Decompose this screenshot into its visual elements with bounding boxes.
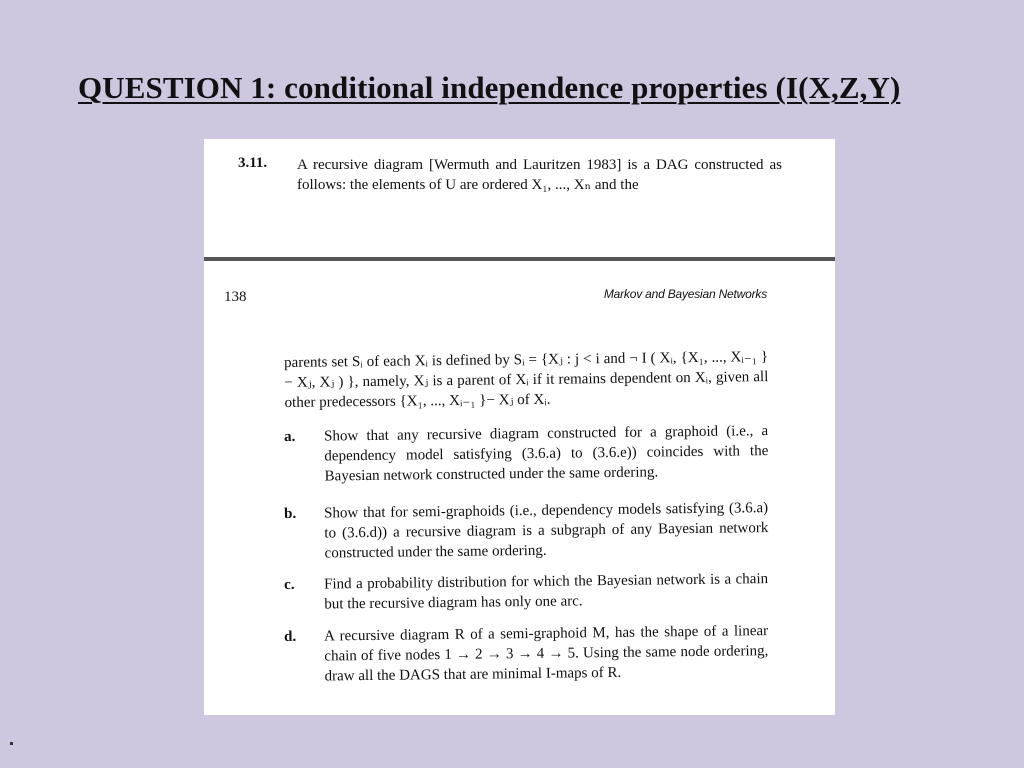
running-head: Markov and Bayesian Networks [603, 287, 767, 301]
item-letter: d. [284, 628, 297, 645]
exercise-intro: A recursive diagram [Wermuth and Lauritzen 1983] is a DAG constructed as follows: the elements of U are ordered X₁, ..., Xₙ and the [297, 157, 782, 193]
exercise-item-b [284, 498, 769, 562]
exercise-item-d [284, 621, 769, 685]
exercise-body-text: parents set Sᵢ of each Xᵢ is defined by Sᵢ = {Xⱼ : j < i and ¬ I ( Xᵢ, {X₁, ..., Xᵢ₋₁ }− Xⱼ, Xⱼ ) }, namely, Xⱼ is a parent of Xᵢ if it remains dependent on Xᵢ, given all other predecessors {X₁, ..., Xᵢ₋₁ }− Xⱼ of Xᵢ. [284, 349, 769, 411]
page-number: 138 [224, 289, 247, 305]
item-text: Show that for semi-graphoids (i.e., dependency models satisfying (3.6.a) to (3.6.d)) a recursive diagram is a subgraph of any Bayesian network constructed under the same ordering. [324, 500, 769, 562]
textbook-page-scan [204, 139, 835, 715]
slide-title: QUESTION 1: conditional independence properties (I(X,Z,Y) [78, 70, 901, 105]
page-divider [204, 257, 835, 261]
item-text: Find a probability distribution for which the Bayesian network is a chain but the recursive diagram has only one arc. [324, 571, 769, 613]
item-text: Show that any recursive diagram constructed for a graphoid (i.e., a dependency model satisfying (3.6.a) to (3.6.e)) coincides with the Bayesian network constructed under the same ordering. [324, 423, 769, 485]
slide-dot-marker [10, 742, 13, 745]
item-letter: a. [284, 428, 296, 445]
exercise-header-block [204, 139, 835, 257]
item-text: A recursive diagram R of a semi-graphoid M, has the shape of a linear chain of five nodes 1 → 2 → 3 → 4 → 5. Using the same node ordering, draw all the DAGS that are minimal I-maps of R. [324, 623, 769, 685]
exercise-number: 3.11. [238, 155, 268, 171]
exercise-item-c [284, 569, 769, 613]
item-letter: c. [284, 576, 295, 593]
exercise-item-a [284, 421, 769, 485]
item-letter: b. [284, 505, 297, 522]
